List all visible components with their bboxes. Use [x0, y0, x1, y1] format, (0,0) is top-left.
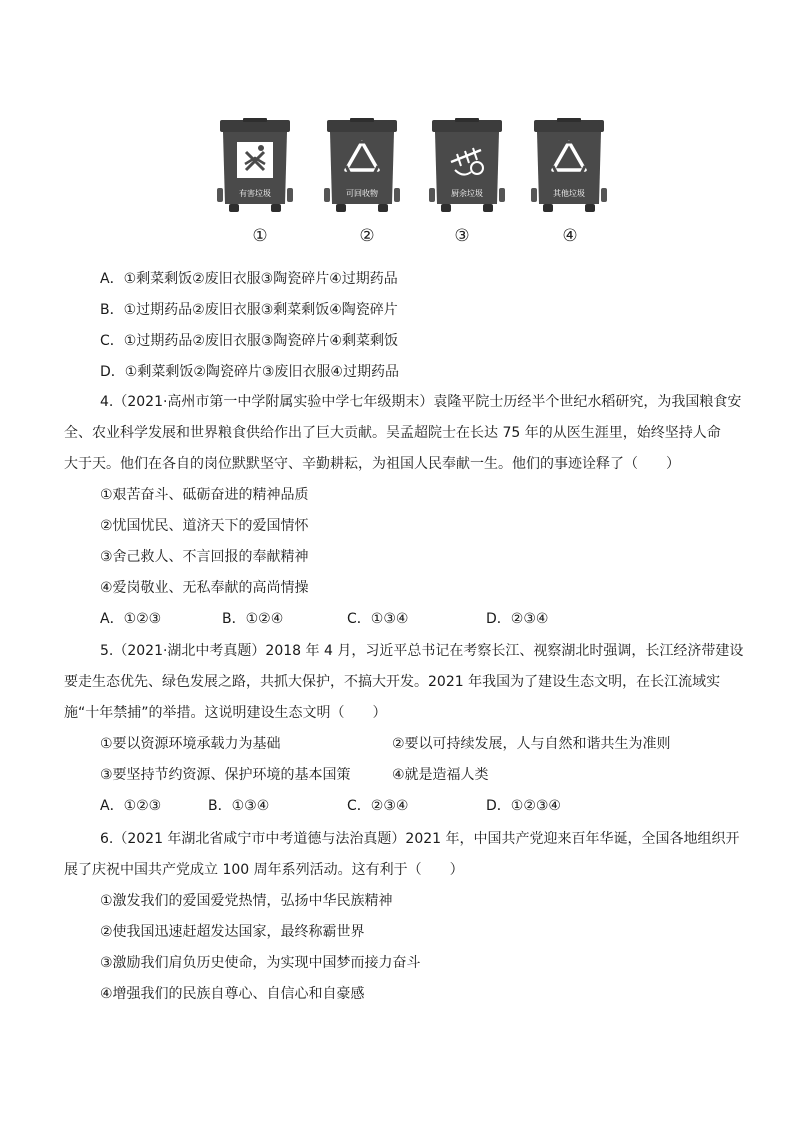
bin-hazardous [215, 118, 295, 218]
q5-option-c: C．②③④ [347, 798, 409, 814]
bin-hazardous-label: 有害垃圾 [239, 189, 271, 198]
q4-stem-line-3: 大于天。他们在各自的岗位默默坚守、辛勤耕耘，为祖国人民奉献一生。他们的事迹诠释了（ ） [64, 456, 680, 472]
q4-option-d: D．②③④ [486, 611, 549, 627]
recycle-icon [322, 118, 402, 218]
q6-item-1: ①激发我们的爱国爱党热情，弘扬中华民族精神 [100, 893, 393, 909]
q4-item-4: ④爱岗敬业、无私奉献的高尚情操 [100, 580, 309, 596]
bin-number-4: ④ [562, 226, 578, 246]
q4-item-1: ①艰苦奋斗、砥砺奋进的精神品质 [100, 487, 309, 503]
q4-item-3: ③舍己救人、不言回报的奉献精神 [100, 549, 309, 565]
q5-stem-line-3: 施“十年禁捕”的举措。这说明建设生态文明（ ） [64, 705, 387, 721]
q6-stem-line-1: 6.（2021 年湖北省咸宁市中考道德与法治真题）2021 年，中国共产党迎来百年华诞，全国各地组织开 [100, 831, 740, 847]
q6-stem-line-2: 展了庆祝中国共产党成立 100 周年系列活动。这有利于（ ） [64, 862, 464, 878]
bin-kitchen-label: 厨余垃圾 [451, 189, 483, 198]
bin-kitchen [427, 118, 507, 218]
kitchen-waste-icon [427, 118, 507, 218]
q3-option-c: C．①过期药品②废旧衣服③陶瓷碎片④剩菜剩饭 [100, 333, 398, 349]
bin-recyclable [322, 118, 402, 218]
q4-item-2: ②忧国忧民、道济天下的爱国情怀 [100, 518, 309, 534]
q4-stem-line-1: 4.（2021·高州市第一中学附属实验中学七年级期末）袁隆平院士历经半个世纪水稻研究，为我国粮食安 [100, 394, 742, 410]
q5-option-d: D．①②③④ [486, 798, 561, 814]
q4-option-b: B．①②④ [222, 611, 284, 627]
q5-stem-line-1: 5.（2021·湖北中考真题）2018 年 4 月，习近平总书记在考察长江、视察湖北时强调，长江经济带建设 [100, 643, 744, 659]
q3-option-b: B．①过期药品②废旧衣服③剩菜剩饭④陶瓷碎片 [100, 302, 398, 318]
bin-recyclable-label: 可回收物 [346, 189, 378, 198]
q5-option-b: B．①③④ [208, 798, 270, 814]
q5-stem-line-2: 要走生态优先、绿色发展之路，共抓大保护，不搞大开发。2021 年我国为了建设生态文明，在长江流域实 [64, 674, 721, 690]
q5-item-4: ④就是造福人类 [392, 767, 489, 783]
q4-option-a: A．①②③ [100, 611, 162, 627]
q6-item-3: ③激励我们肩负历史使命，为实现中国梦而接力奋斗 [100, 955, 421, 971]
bin-number-2: ② [359, 226, 375, 246]
q3-option-d: D．①剩菜剩饭②陶瓷碎片③废旧衣服④过期药品 [100, 364, 399, 380]
other-waste-icon [529, 118, 609, 218]
q5-item-3: ③要坚持节约资源、保护环境的基本国策 [100, 767, 351, 783]
q6-item-4: ④增强我们的民族自尊心、自信心和自豪感 [100, 986, 365, 1002]
q6-item-2: ②使我国迅速赶超发达国家，最终称霸世界 [100, 924, 365, 940]
q4-option-c: C．①③④ [347, 611, 409, 627]
q5-option-a: A．①②③ [100, 798, 162, 814]
bin-other-label: 其他垃圾 [553, 189, 585, 198]
q5-item-2: ②要以可持续发展，人与自然和谐共生为准则 [392, 736, 671, 752]
garbage-bins-figure [215, 118, 615, 248]
bin-number-3: ③ [454, 226, 470, 246]
bin-number-1: ① [252, 226, 268, 246]
bin-hazardous-icon [215, 118, 295, 218]
bin-other [529, 118, 609, 218]
q5-item-1: ①要以资源环境承载力为基础 [100, 736, 281, 752]
q3-option-a: A．①剩菜剩饭②废旧衣服③陶瓷碎片④过期药品 [100, 271, 398, 287]
q4-stem-line-2: 全、农业科学发展和世界粮食供给作出了巨大贡献。吴孟超院士在长达 75 年的从医生涯里，始终坚持人命 [64, 425, 721, 441]
